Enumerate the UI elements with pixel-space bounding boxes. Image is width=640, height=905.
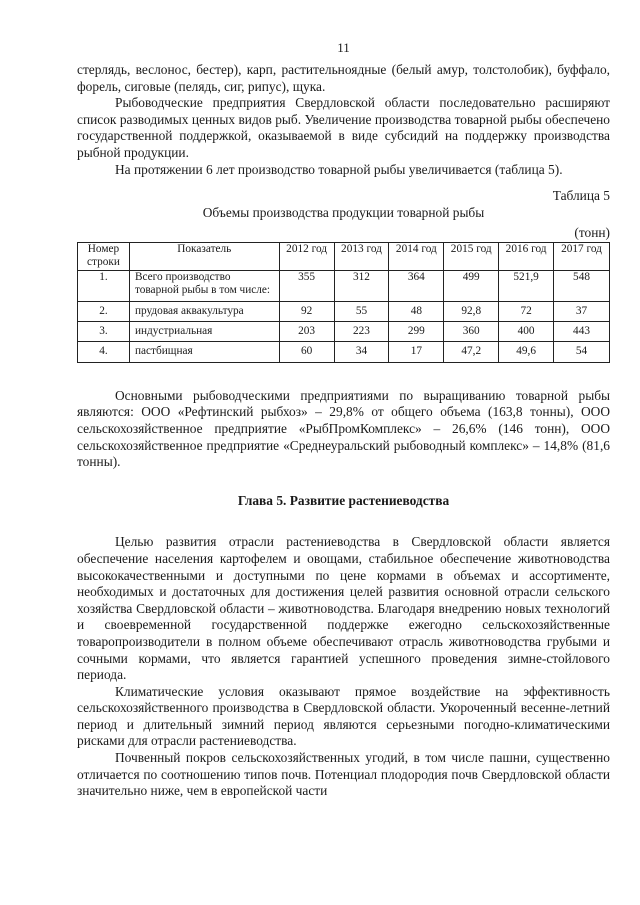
table-row	[78, 321, 610, 341]
row-label: пастбищная	[129, 342, 279, 362]
header-2013: 2013 год	[334, 242, 389, 270]
header-2016: 2016 год	[499, 242, 554, 270]
row-number: 2.	[78, 301, 130, 321]
row-label: прудовая аквакультура	[129, 301, 279, 321]
table-header-row	[78, 242, 610, 270]
cell-2014: 299	[389, 321, 444, 341]
cell-2017: 443	[554, 321, 610, 341]
header-indicator: Показатель	[129, 242, 279, 270]
document-page	[77, 40, 610, 800]
cell-2016: 72	[499, 301, 554, 321]
cell-2012: 92	[279, 301, 334, 321]
cell-2014: 364	[389, 270, 444, 301]
cell-2015: 360	[444, 321, 499, 341]
table-row	[78, 342, 610, 362]
cell-2013: 55	[334, 301, 389, 321]
cell-2016: 521,9	[499, 270, 554, 301]
page-number: 11	[337, 40, 350, 55]
cell-2017: 37	[554, 301, 610, 321]
enterprises-paragraph: Основными рыбоводческими предприятиями по выращиванию товарной рыбы являются: ООО «Рефтинский рыбхоз» – 29,8% от общего объема (163,8 тонны), ООО сельскохозяйственное предприятие «РыбПромКомплекс» – 26,6% (146 тонн), ООО сельскохозяйственное предприятие «Среднеуральский рыбоводный комплекс» – 14,8% (81,6 тонны).	[77, 387, 610, 470]
header-2017: 2017 год	[554, 242, 610, 270]
cell-2013: 34	[334, 342, 389, 362]
cell-2014: 48	[389, 301, 444, 321]
chapter-paragraph-1: Целью развития отрасли растениеводства в Свердловской области является обеспечение населения картофелем и овощами, стабильное обеспечение животноводства высококачественными и доступными по цене кормами в объемах и ассортименте, необходимых и достаточных для достижения целей развития основной отрасли сельского хозяйства Свердловской области – животноводства. Благодаря внедрению новых технологий и своевременной государственной поддержке ежегодно сельскохозяйственные товаропроизводители в полном объеме обеспечивают отрасль животноводства грубыми и сочными кормами, что является гарантией успешного проведения зимне-стойлового периода.	[77, 534, 610, 683]
table-label: Таблица 5	[552, 188, 610, 204]
intro-paragraph-3: На протяжении 6 лет производство товарной рыбы увеличивается (таблица 5).	[115, 161, 563, 177]
cell-2015: 47,2	[444, 342, 499, 362]
cell-2013: 312	[334, 270, 389, 301]
table-row	[78, 301, 610, 321]
row-number: 3.	[78, 321, 130, 341]
row-number: 4.	[78, 342, 130, 362]
row-label: Всего производство товарной рыбы в том числе:	[129, 270, 279, 301]
chapter-paragraph-3: Почвенный покров сельскохозяйственных угодий, в том числе пашни, существенно отличается по соотношению типов почв. Потенциал плодородия почв Свердловской области значительно ниже, чем в европейской части	[77, 750, 610, 799]
cell-2013: 223	[334, 321, 389, 341]
header-2014: 2014 год	[389, 242, 444, 270]
header-number: Номер строки	[78, 242, 130, 270]
intro-paragraph-2: Рыбоводческие предприятия Свердловской области последовательно расширяют список разводимых ценных видов рыб. Увеличение производства товарной рыбы обеспечено государственной поддержкой, оказываемой в виде субсидий на поддержку производства рыбной продукции.	[77, 95, 610, 160]
table-title: Объемы производства продукции товарной рыбы	[202, 204, 485, 220]
cell-2012: 60	[279, 342, 334, 362]
header-2015: 2015 год	[444, 242, 499, 270]
cell-2012: 355	[279, 270, 334, 301]
cell-2016: 400	[499, 321, 554, 341]
row-number: 1.	[78, 270, 130, 301]
cell-2017: 548	[554, 270, 610, 301]
table-row	[78, 270, 610, 301]
intro-paragraph-1: стерлядь, веслонос, бестер), карп, растительноядные (белый амур, толстолобик), буффало, форель, сиговые (пелядь, сиг, рипус), щука.	[77, 62, 610, 94]
header-2012: 2012 год	[279, 242, 334, 270]
fish-production-table	[77, 242, 610, 363]
chapter-heading: Глава 5. Развитие растениеводства	[237, 492, 450, 508]
cell-2015: 499	[444, 270, 499, 301]
cell-2015: 92,8	[444, 301, 499, 321]
cell-2012: 203	[279, 321, 334, 341]
cell-2014: 17	[389, 342, 444, 362]
cell-2017: 54	[554, 342, 610, 362]
row-label: индустриальная	[129, 321, 279, 341]
table-unit: (тонн)	[574, 225, 610, 241]
cell-2016: 49,6	[499, 342, 554, 362]
chapter-paragraph-2: Климатические условия оказывают прямое воздействие на эффективность сельскохозяйственного производства в Свердловской области. Укороченный весенне-летний период и длительный зимний период являются серьезными погодно-климатическими рисками для отрасли растениеводства.	[77, 683, 610, 749]
